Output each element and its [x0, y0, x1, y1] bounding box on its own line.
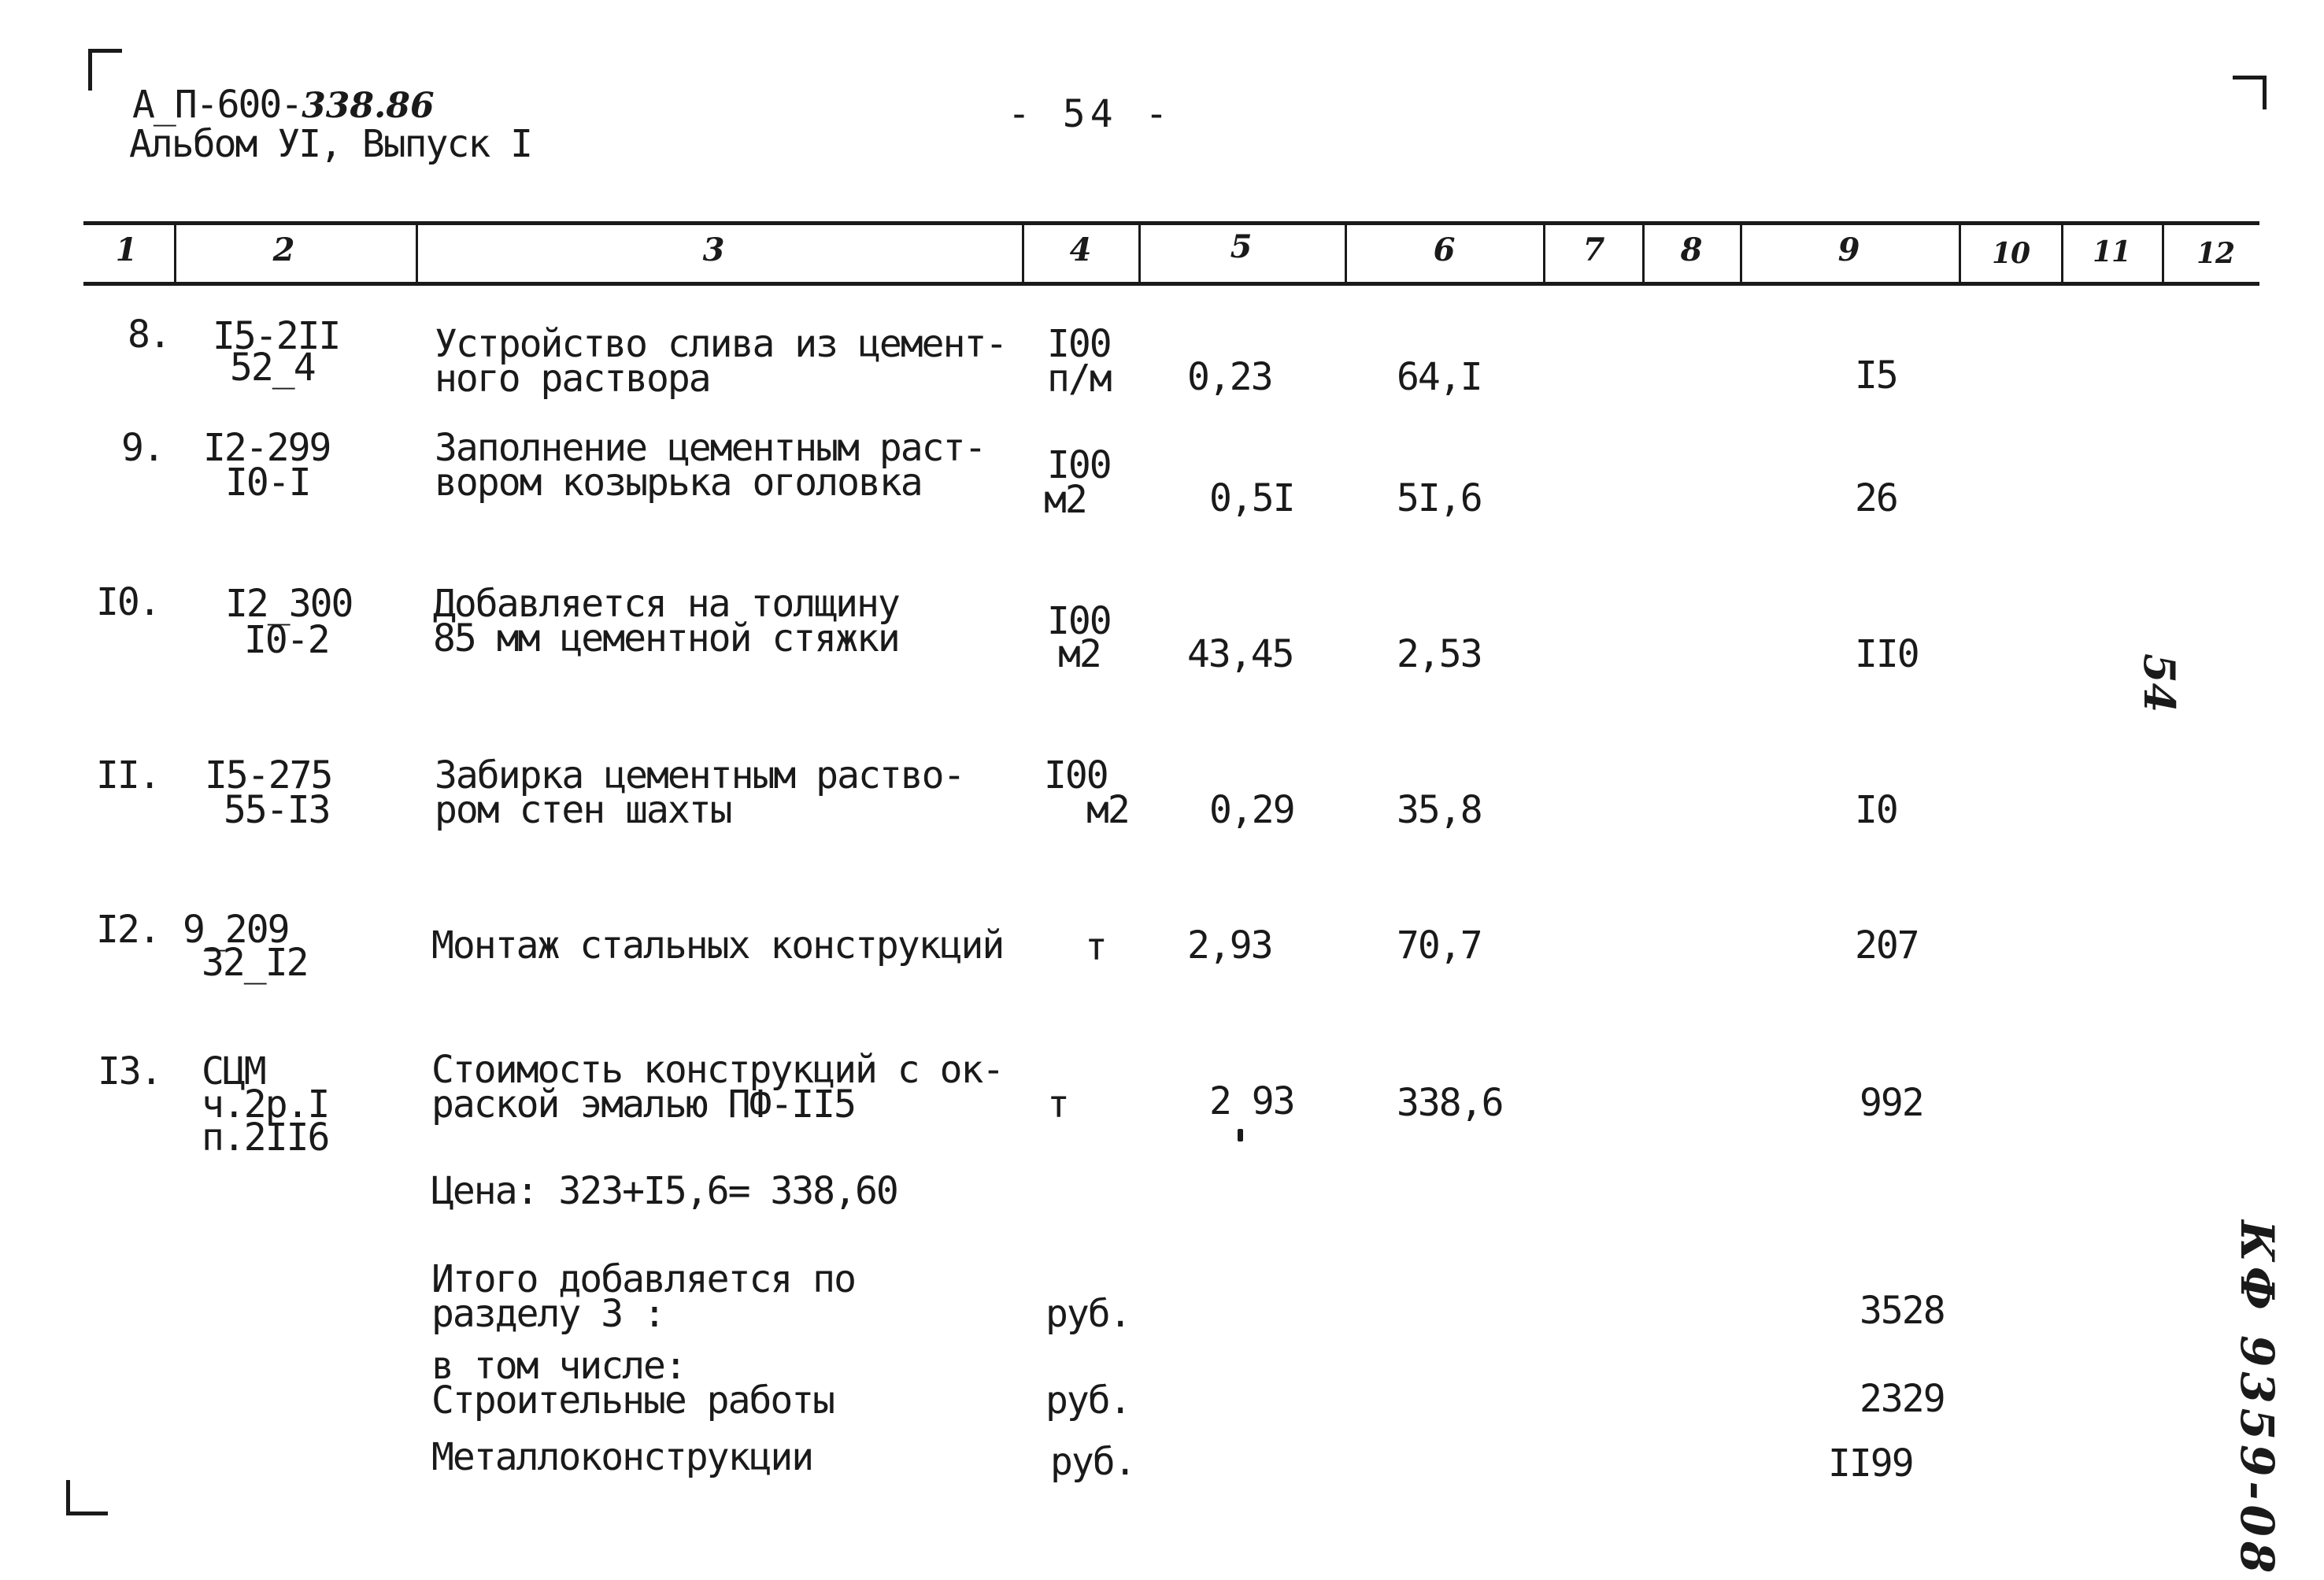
total-value: 3528: [1860, 1289, 1945, 1333]
row-total: 26: [1855, 476, 1897, 520]
row-code: I5-2II: [213, 314, 340, 358]
corner-mark-top-left: [88, 49, 122, 91]
column-divider: [1138, 224, 1141, 285]
row-total: 207: [1855, 923, 1919, 968]
column-divider: [1959, 224, 1961, 285]
document-code: [132, 83, 435, 127]
column-divider: [174, 224, 176, 285]
column-header: 11: [2092, 235, 2131, 268]
row-total: I5: [1855, 353, 1897, 398]
side-stamp: КФ 9359-08: [2230, 1220, 2284, 1578]
row-number: II.: [96, 753, 160, 797]
row-unit: т: [1047, 1082, 1068, 1127]
row-code: СЦМ: [202, 1049, 265, 1093]
album-title: Альбом УI, Выпуск I: [129, 122, 532, 166]
header-bottom-rule: [83, 282, 2259, 286]
side-page-mark: 54: [2134, 653, 2185, 713]
row-description: 85 мм цементной стяжки: [433, 616, 899, 660]
total-label: Итого добавляется по: [431, 1257, 855, 1301]
row-price: 5I,6: [1397, 476, 1482, 520]
row-price: 35,8: [1397, 788, 1482, 832]
total-label: Строительные работы: [431, 1378, 834, 1423]
column-divider: [1642, 224, 1645, 285]
row-quantity: 0,5I: [1209, 476, 1294, 520]
column-divider: [1543, 224, 1545, 285]
row-code: I0-2: [244, 618, 329, 662]
row-quantity: 0,29: [1209, 788, 1294, 832]
column-header: 4: [1069, 231, 1091, 268]
row-code: I2-299: [203, 426, 331, 470]
row-price: 64,I: [1397, 355, 1482, 399]
row-code: 52_4: [230, 346, 315, 390]
row-number: I0.: [96, 580, 160, 624]
column-header: 6: [1433, 231, 1455, 268]
row-number: 9.: [121, 426, 164, 470]
row-description: Заполнение цементным раст-: [435, 426, 986, 470]
row-quantity: 43,45: [1187, 632, 1293, 676]
total-label: разделу 3 :: [431, 1292, 664, 1336]
row-unit: п/м: [1047, 357, 1111, 401]
column-header: 9: [1837, 231, 1860, 268]
row-description: раской эмалью ПФ-II5: [431, 1082, 855, 1127]
row-quantity: 2 93: [1209, 1079, 1294, 1123]
corner-mark-bottom-left: [66, 1480, 108, 1515]
row-description: ного раствора: [435, 357, 710, 401]
row-price: 70,7: [1397, 923, 1482, 968]
row-unit: I00: [1044, 753, 1108, 797]
column-header: 7: [1582, 231, 1604, 268]
row-description: Устройство слива из цемент-: [435, 322, 1007, 366]
row-unit: I00: [1047, 599, 1111, 643]
row-unit: м2: [1086, 788, 1129, 832]
column-divider: [2061, 224, 2063, 285]
row-total: I0: [1855, 788, 1897, 832]
row-unit: м2: [1044, 478, 1086, 522]
column-header: 2: [272, 231, 294, 268]
row-description: вором козырька оголовка: [435, 461, 922, 505]
column-header: 12: [2196, 237, 2235, 270]
row-number: I2.: [96, 908, 160, 952]
page-number: - 54 -: [1008, 92, 1173, 136]
row-code: I2_300: [225, 582, 353, 626]
row-description: Стоимость конструкций с ок-: [431, 1048, 1004, 1092]
row-description: Добавляется на толщину: [433, 582, 899, 626]
row-price: 338,6: [1397, 1081, 1503, 1125]
column-header: 3: [702, 231, 724, 268]
total-unit: руб.: [1045, 1378, 1131, 1423]
row-code: ч.2р.I: [202, 1082, 329, 1127]
row-unit: I00: [1047, 443, 1111, 487]
total-value: 2329: [1860, 1377, 1945, 1421]
row-description: ром стен шахты: [435, 788, 731, 832]
row-unit: I00: [1047, 322, 1111, 366]
row-total: II0: [1855, 632, 1919, 676]
total-unit: руб.: [1050, 1440, 1135, 1484]
row-code: п.2II6: [202, 1116, 329, 1160]
column-divider: [1740, 224, 1742, 285]
document-code-prefix: А_П-600-: [132, 83, 302, 127]
corner-mark-top-right: [2233, 76, 2267, 109]
row-code: 32_I2: [202, 941, 308, 985]
row-description: Монтаж стальных конструкций: [431, 923, 1004, 968]
column-divider: [1345, 224, 1347, 285]
column-header: 8: [1680, 231, 1702, 268]
column-divider: [2162, 224, 2164, 285]
column-header: 10: [1991, 237, 2030, 270]
header-top-rule: [83, 221, 2259, 225]
total-unit: руб.: [1045, 1292, 1131, 1336]
row-code: 55-I3: [224, 788, 330, 832]
total-value: II99: [1828, 1441, 1913, 1486]
row-quantity: 0,23: [1187, 355, 1272, 399]
row-unit: м2: [1058, 632, 1101, 676]
column-header: 5: [1230, 228, 1252, 265]
document-code-handwritten: 338.86: [302, 86, 435, 126]
column-divider: [416, 224, 418, 285]
row-code: 9_209: [183, 908, 289, 952]
row-number: I3.: [98, 1049, 161, 1093]
row-total: 992: [1860, 1081, 1923, 1125]
column-divider: [1022, 224, 1024, 285]
total-label: Металлоконструкции: [431, 1435, 813, 1479]
row-code: I0-I: [225, 461, 310, 505]
row-number: 8.: [128, 313, 170, 357]
price-note: Цена: 323+I5,6= 338,60: [431, 1169, 897, 1213]
row-quantity: 2,93: [1187, 923, 1272, 968]
row-price: 2,53: [1397, 632, 1482, 676]
column-header: 1: [115, 231, 137, 268]
total-label: в том числе:: [431, 1344, 686, 1388]
row-description: Забирка цементным раство-: [435, 753, 964, 797]
row-unit: т: [1085, 925, 1106, 969]
decimal-comma-mark: [1238, 1129, 1243, 1142]
row-code: I5-275: [205, 753, 332, 797]
